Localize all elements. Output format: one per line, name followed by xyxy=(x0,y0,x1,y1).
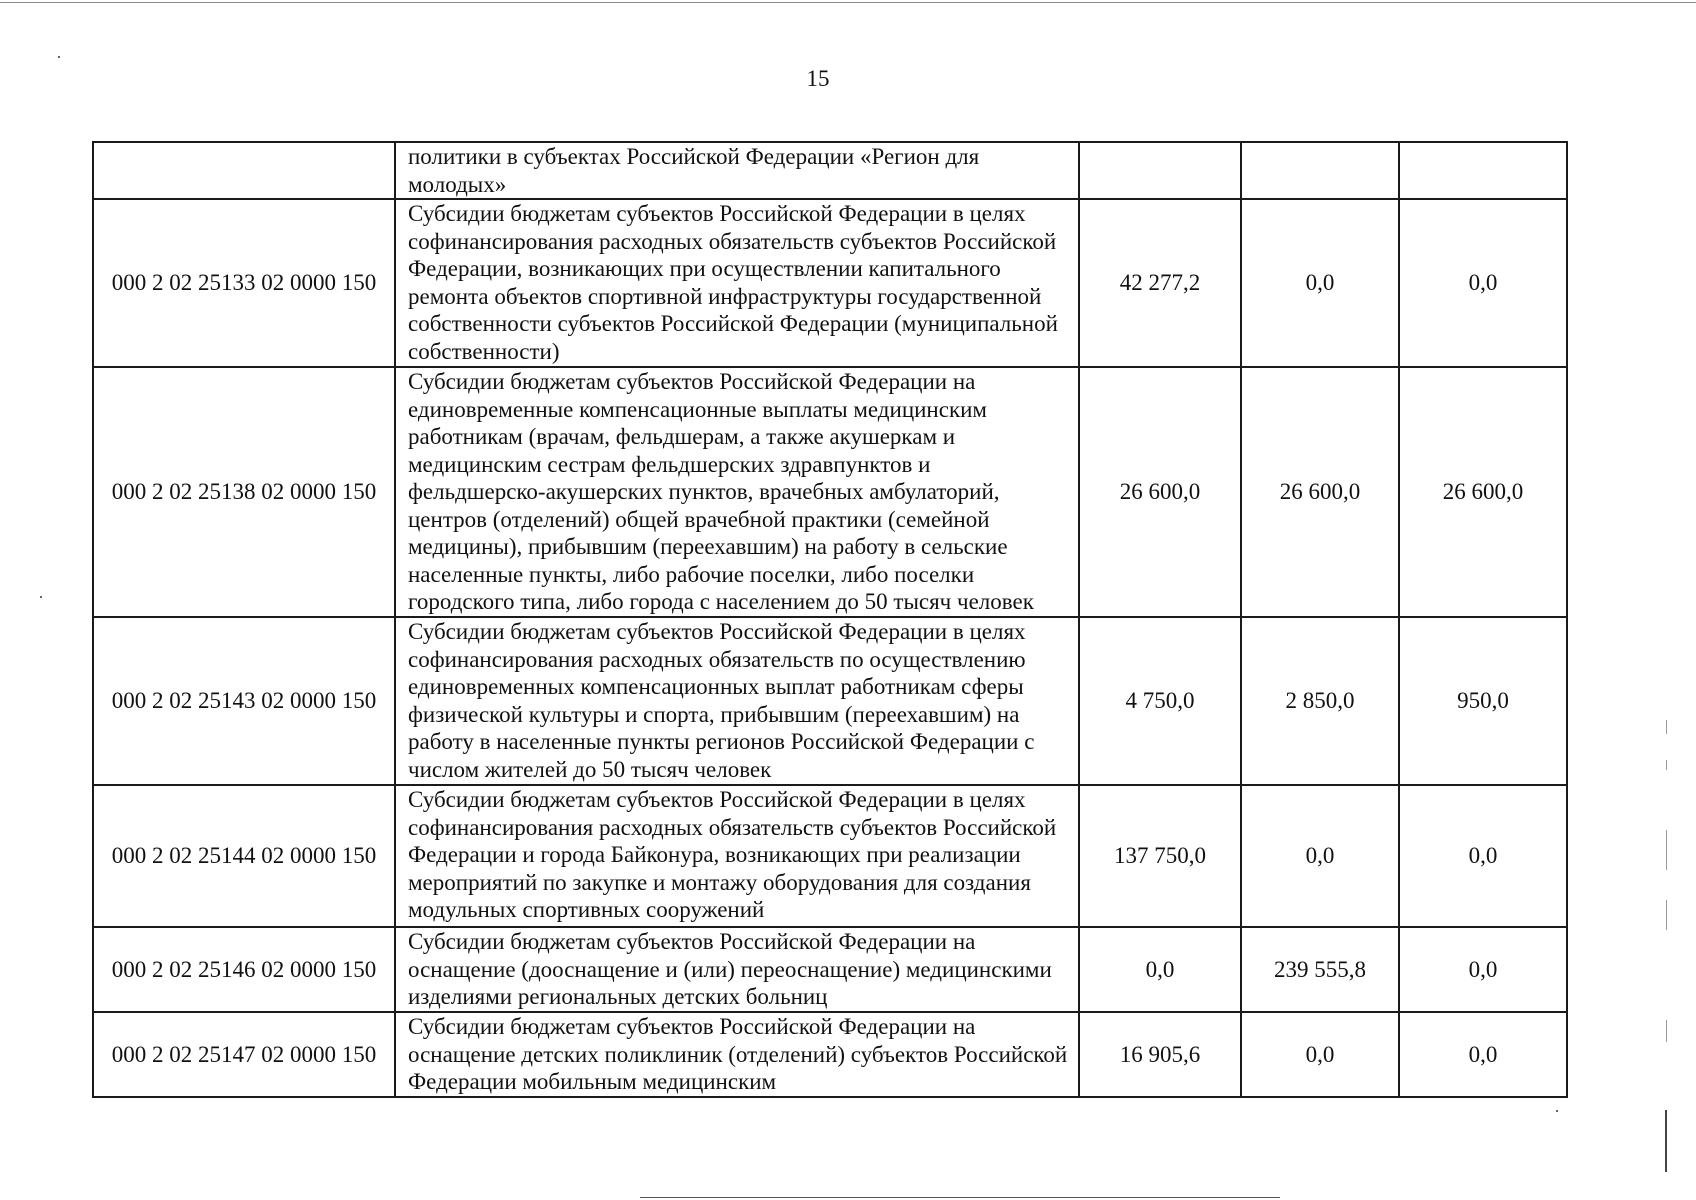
budget-code-cell: 000 2 02 25144 02 0000 150 xyxy=(93,785,395,927)
budget-table xyxy=(92,141,1568,1098)
budget-code-cell xyxy=(93,142,395,199)
amount-cell-1: 0,0 xyxy=(1079,927,1241,1012)
description-cell: Субсидии бюджетам субъектов Российской Федерации в целях софинансирования расходных обязательств субъектов Российской Федерации, возникающих при осуществлении капитального ремонта объектов спортивной инфраструктуры государственной собственности субъектов Российской Федерации (муниципальной собственности) xyxy=(395,199,1079,367)
description-cell: Субсидии бюджетам субъектов Российской Федерации на единовременные компенсационные выплаты медицинским работникам (врачам, фельдшерам, а также акушеркам и медицинским сестрам фельдшерских здравпунктов и фельдшерско-акушерских пунктов, врачебных амбулаторий, центров (отделений) общей врачебной практики (семейной медицины), прибывшим (переехавшим) на работу в сельские населенные пункты, либо рабочие поселки, либо поселки городского типа, либо города с населением до 50 тысяч человек xyxy=(395,367,1079,617)
scan-edge-mark xyxy=(1666,830,1667,870)
amount-cell-3: 26 600,0 xyxy=(1399,367,1567,617)
scan-edge-mark xyxy=(1666,900,1667,930)
amount-cell-1: 26 600,0 xyxy=(1079,367,1241,617)
amount-cell-2: 0,0 xyxy=(1241,1012,1399,1097)
amount-cell-1: 16 905,6 xyxy=(1079,1012,1241,1097)
table-row xyxy=(93,1012,1567,1097)
amount-cell-2 xyxy=(1241,142,1399,199)
amount-cell-2: 2 850,0 xyxy=(1241,617,1399,785)
scan-speck xyxy=(40,596,42,598)
scan-edge-bottom xyxy=(640,1197,1280,1198)
scan-edge-bar xyxy=(1665,1110,1667,1172)
budget-code-cell: 000 2 02 25138 02 0000 150 xyxy=(93,367,395,617)
table-row xyxy=(93,617,1567,785)
table-row xyxy=(93,142,1567,199)
table-row xyxy=(93,785,1567,927)
table-row xyxy=(93,927,1567,1012)
amount-cell-1: 137 750,0 xyxy=(1079,785,1241,927)
table-row xyxy=(93,367,1567,617)
amount-cell-2: 26 600,0 xyxy=(1241,367,1399,617)
scan-edge-mark xyxy=(1666,760,1667,770)
description-cell: Субсидии бюджетам субъектов Российской Федерации в целях софинансирования расходных обязательств по осуществлению единовременных компенсационных выплат работникам сферы физической культуры и спорта, прибывшим (переехавшим) на работу в населенные пункты регионов Российской Федерации с числом жителей до 50 тысяч человек xyxy=(395,617,1079,785)
table-row xyxy=(93,199,1567,367)
description-cell: Субсидии бюджетам субъектов Российской Федерации на оснащение (дооснащение и (или) переоснащение) медицинскими изделиями региональных детских больниц xyxy=(395,927,1079,1012)
amount-cell-3: 0,0 xyxy=(1399,1012,1567,1097)
scan-edge-mark xyxy=(1666,1020,1667,1042)
scan-edge-mark xyxy=(1666,720,1667,734)
amount-cell-3 xyxy=(1399,142,1567,199)
budget-code-cell: 000 2 02 25143 02 0000 150 xyxy=(93,617,395,785)
page-number: 15 xyxy=(806,66,830,91)
amount-cell-1: 4 750,0 xyxy=(1079,617,1241,785)
amount-cell-2: 0,0 xyxy=(1241,785,1399,927)
scan-edge-top xyxy=(0,2,1696,3)
amount-cell-3: 950,0 xyxy=(1399,617,1567,785)
amount-cell-3: 0,0 xyxy=(1399,199,1567,367)
scan-speck xyxy=(58,56,60,58)
amount-cell-2: 239 555,8 xyxy=(1241,927,1399,1012)
amount-cell-2: 0,0 xyxy=(1241,199,1399,367)
scan-speck xyxy=(1556,1110,1558,1112)
amount-cell-3: 0,0 xyxy=(1399,785,1567,927)
budget-code-cell: 000 2 02 25146 02 0000 150 xyxy=(93,927,395,1012)
description-cell: политики в субъектах Российской Федерации «Регион для молодых» xyxy=(395,142,1079,199)
amount-cell-3: 0,0 xyxy=(1399,927,1567,1012)
amount-cell-1 xyxy=(1079,142,1241,199)
description-cell: Субсидии бюджетам субъектов Российской Федерации в целях софинансирования расходных обязательств субъектов Российской Федерации и города Байконура, возникающих при реализации мероприятий по закупке и монтажу оборудования для создания модульных спортивных сооружений xyxy=(395,785,1079,927)
description-cell: Субсидии бюджетам субъектов Российской Федерации на оснащение детских поликлиник (отделений) субъектов Российской Федерации мобильным медицинским xyxy=(395,1012,1079,1097)
budget-code-cell: 000 2 02 25133 02 0000 150 xyxy=(93,199,395,367)
amount-cell-1: 42 277,2 xyxy=(1079,199,1241,367)
budget-code-cell: 000 2 02 25147 02 0000 150 xyxy=(93,1012,395,1097)
